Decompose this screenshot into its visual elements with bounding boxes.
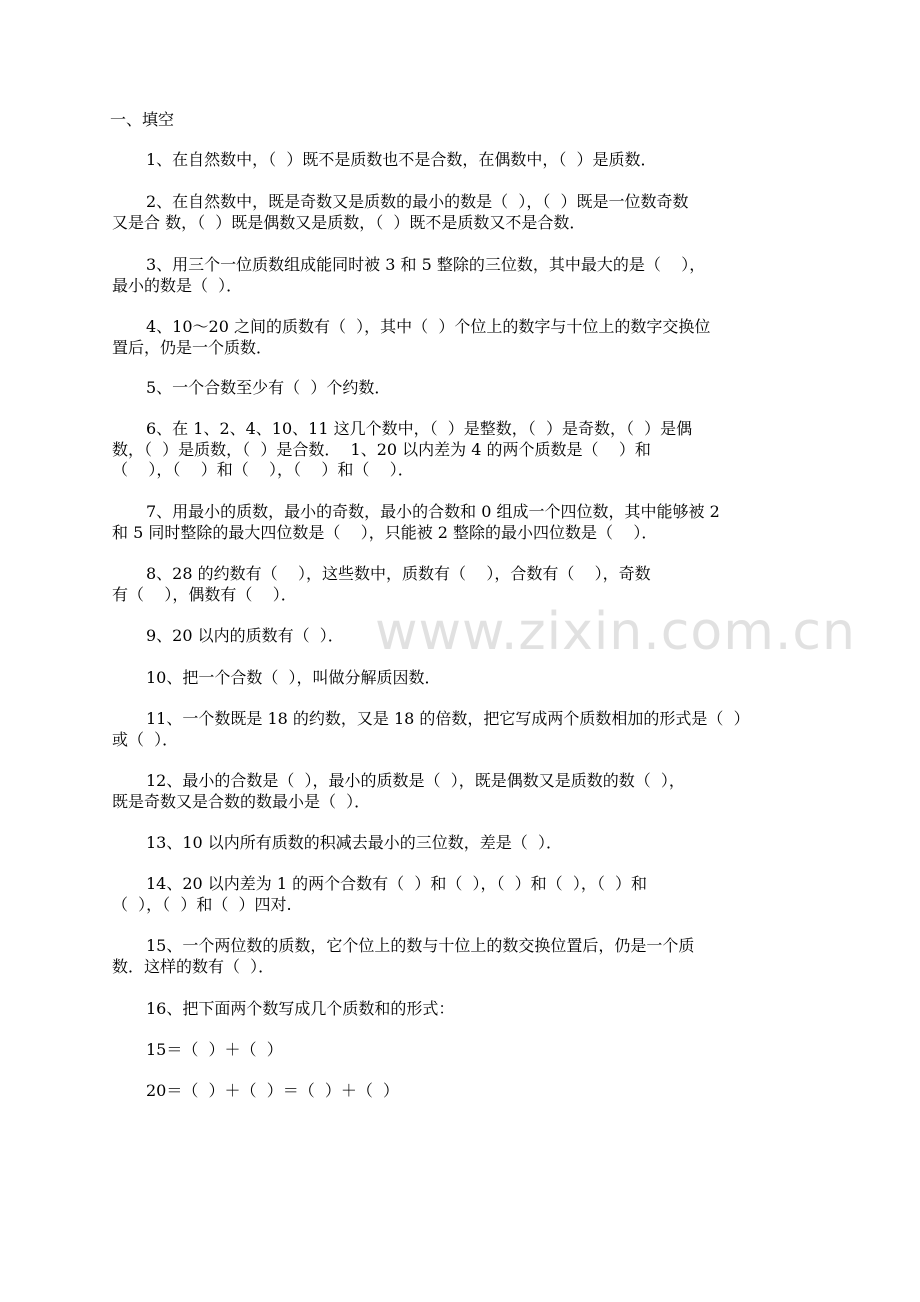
- question-line-continued: 和 5 同时整除的最大四位数是（ ），只能被 2 整除的最小四位数是（ ）．: [112, 523, 658, 542]
- question-line: 7、用最小的质数，最小的奇数，最小的合数和 0 组成一个四位数，其中能够被 2: [146, 502, 720, 521]
- equation-line: 20＝（ ）＋（ ）＝（ ）＋（ ）: [146, 1081, 400, 1100]
- question-14: [112, 874, 822, 915]
- equation-15: [112, 1040, 822, 1060]
- question-line-continued: 数．这样的数有（ ）．: [112, 957, 275, 976]
- section-heading: 一、填空: [110, 110, 175, 129]
- question-5: [112, 378, 822, 398]
- question-line: 5、一个合数至少有（ ）个约数．: [146, 378, 391, 397]
- question-line-continued: 最小的数是（ ）．: [112, 276, 243, 295]
- question-6: [112, 419, 822, 480]
- question-7: [112, 502, 822, 543]
- question-line: 10、把一个合数（ ），叫做分解质因数．: [146, 668, 441, 687]
- question-line: 14、20 以内差为 1 的两个合数有（ ）和（ ），（ ）和（ ），（ ）和: [146, 874, 648, 893]
- question-line-continued: 有（ ），偶数有（ ）．: [112, 585, 297, 604]
- question-10: [112, 668, 822, 688]
- question-line: 1、在自然数中，（ ）既不是质数也不是合数，在偶数中，（ ）是质数．: [146, 150, 657, 169]
- equation-line: 15＝（ ）＋（ ）: [146, 1040, 283, 1059]
- question-line-continued: 又是合 数，（ ）既是偶数又是质数，（ ）既不是质数又不是合数．: [112, 213, 586, 232]
- question-line-continued: 数，（ ）是质数，（ ）是合数． 1、20 以内差为 4 的两个质数是（ ）和 （ ），（ ）和（ ），（ ）和（ ）．: [112, 440, 651, 479]
- question-line: 13、10 以内所有质数的积减去最小的三位数，差是（ ）．: [146, 833, 562, 852]
- question-line-continued: 置后，仍是一个质数．: [112, 338, 273, 357]
- question-15: [112, 936, 822, 977]
- question-13: [112, 833, 822, 853]
- question-line: 8、28 的约数有（ ），这些数中，质数有（ ），合数有（ ），奇数: [146, 564, 651, 583]
- question-12: [112, 771, 822, 812]
- question-2: [112, 192, 822, 233]
- question-8: [112, 564, 822, 605]
- question-16: [112, 999, 822, 1019]
- question-line: 16、把下面两个数写成几个质数和的形式：: [146, 999, 455, 1018]
- question-line: 4、10～20 之间的质数有（ ），其中（ ）个位上的数字与十位上的数字交换位: [146, 317, 711, 336]
- equation-20: [112, 1081, 822, 1101]
- question-line-continued: 既是奇数又是合数的数最小是（ ）．: [112, 792, 371, 811]
- question-line: 11、一个数既是 18 的约数，又是 18 的倍数，把它写成两个质数相加的形式是（ ）: [146, 709, 750, 728]
- question-line: 9、20 以内的质数有（ ）．: [146, 626, 344, 645]
- question-line: 2、在自然数中，既是奇数又是质数的最小的数是（ ），（ ）既是一位数奇数: [146, 192, 689, 211]
- watermark: www.zixin.com.cn: [375, 602, 856, 662]
- question-1: [112, 150, 822, 170]
- question-line-continued: 或（ ）．: [112, 730, 179, 749]
- question-line-continued: （ ），（ ）和（ ）四对.: [112, 895, 292, 914]
- question-11: [112, 709, 822, 750]
- question-line: 6、在 1、2、4、10、11 这几个数中，（ ）是整数，（ ）是奇数，（ ）是偶: [146, 419, 693, 438]
- question-line: 12、最小的合数是（ ），最小的质数是（ ），既是偶数又是质数的数（ ），: [146, 771, 685, 790]
- question-line: 15、一个两位数的质数，它个位上的数与十位上的数交换位置后，仍是一个质: [146, 936, 695, 955]
- question-4: [112, 317, 822, 358]
- question-line: 3、用三个一位质数组成能同时被 3 和 5 整除的三位数，其中最大的是（ ），: [146, 255, 706, 274]
- question-3: [112, 255, 822, 296]
